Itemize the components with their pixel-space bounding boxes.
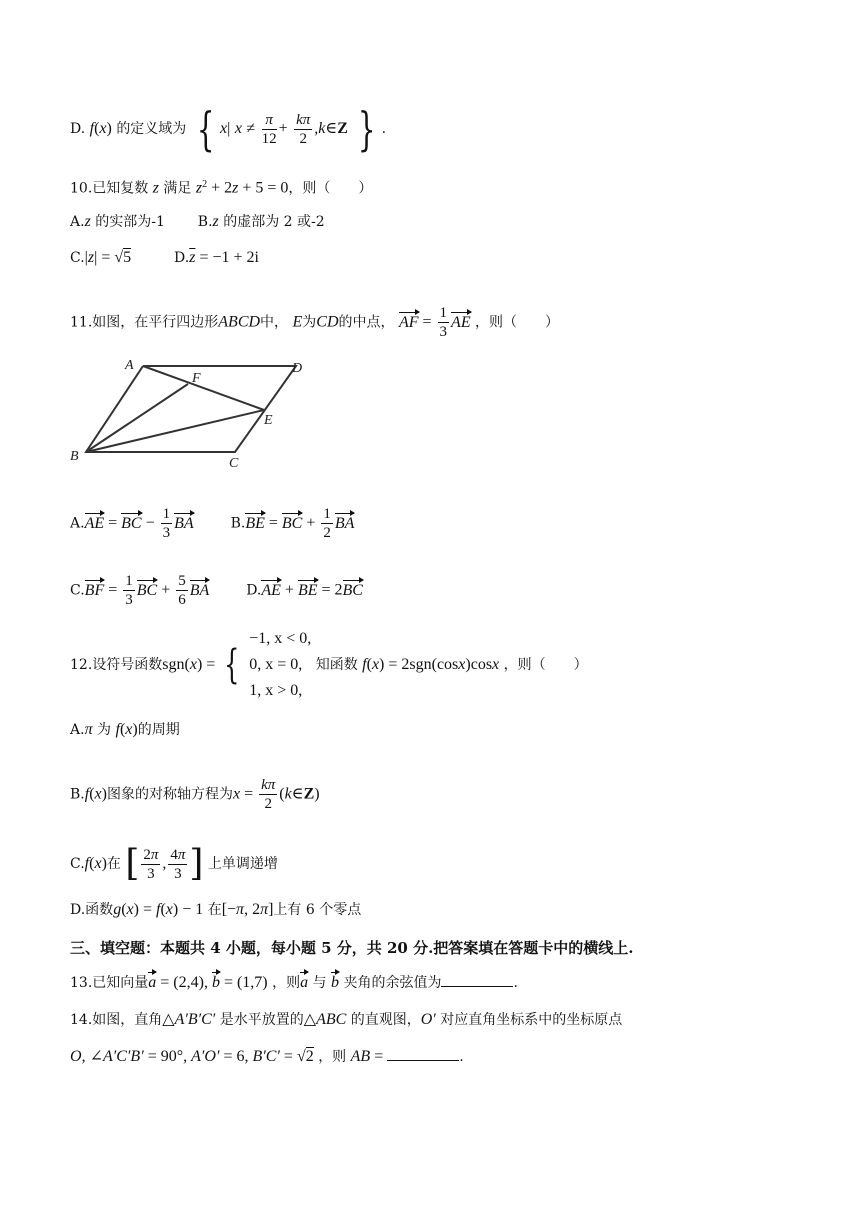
q12-option-d: D.函数g(x) = f(x) − 1 在[−π, 2π]上有 6 个零点 (70, 901, 362, 918)
q11-options-ab: A.AE = BC − $\frac{1}{3}$ BA B.BE = BC + $\frac{1}{2}$ BA (70, 506, 355, 541)
label-b: B (70, 449, 79, 464)
answer-blank[interactable] (441, 972, 513, 987)
q12-option-b: B.f(x)图象的对称轴方程为x = $\frac{k\pi}{2}$ (k∈Z) (70, 777, 320, 812)
q12-option-a: A.π 为 f(x)的周期 (70, 721, 180, 738)
q9-option-d: D. f(x) 的定义域为 { x| x ≠ $\frac{\pi}{12}$ + $\frac{k\pi}{2}$ ,k∈Z } . (70, 102, 387, 156)
label-f: F (192, 371, 201, 386)
answer-blank[interactable] (387, 1046, 459, 1061)
q12-stem: 12.设符号函数sgn(x) = { −1, x < 0, 0, x = 0, 1, x > 0, 知函数 f(x) = 2sgn(cosx)cosx ，则（ ） (70, 630, 588, 699)
q10-stem: 10.已知复数 z 满足 $z^2 + 2z + 5 = 0$，则（ ） (70, 179, 373, 197)
option-label: D. (70, 121, 86, 137)
q11-parallelogram-figure (68, 352, 318, 477)
q10-options-cd: C.|z| = √5 $D.\overline{z} = -1 + 2i$ (70, 249, 259, 266)
label-e: E (264, 413, 273, 428)
label-a: A (125, 358, 134, 373)
q12-option-c: C.f(x)在 [ $\frac{2\pi}{3}$ , $\frac{4\pi}{3}$ ] 上单调递增 (70, 843, 278, 884)
q14-stem-line1: 14.如图，直角△A′B′C′ 是水平放置的△ABC 的直观图，O′ 对应直角坐标系中的坐标原点 (70, 1011, 623, 1028)
section-3-heading: 三、填空题：本题共 4 小题，每小题 5 分，共 20 分.把答案填在答题卡中的横线上. (70, 939, 634, 957)
q11-stem: 11.如图，在平行四边形ABCD中， E为CD的中点， AF = $\frac{1}{3}$ AE ，则（ ） (70, 305, 560, 340)
label-c: C (229, 456, 239, 471)
label-d: D (292, 361, 303, 376)
q13-stem: 13.已知向量a = (2,4), b = (1,7) ，则a 与 b 夹角的余弦值为 . (70, 974, 518, 991)
q14-stem-line2: O, ∠A′C′B′ = 90°, A′O′ = 6, B′C′ = √2 ，则 AB = . (70, 1048, 464, 1065)
q10-options-ab: A.z 的实部为-1 B.z 的虚部为 2 或-2 (70, 213, 325, 230)
q11-options-cd: C.BF = $\frac{1}{3}$ BC + $\frac{5}{6}$ BA D.AE + BE = 2BC (70, 573, 363, 608)
option-text: 的定义域为 (116, 121, 187, 137)
